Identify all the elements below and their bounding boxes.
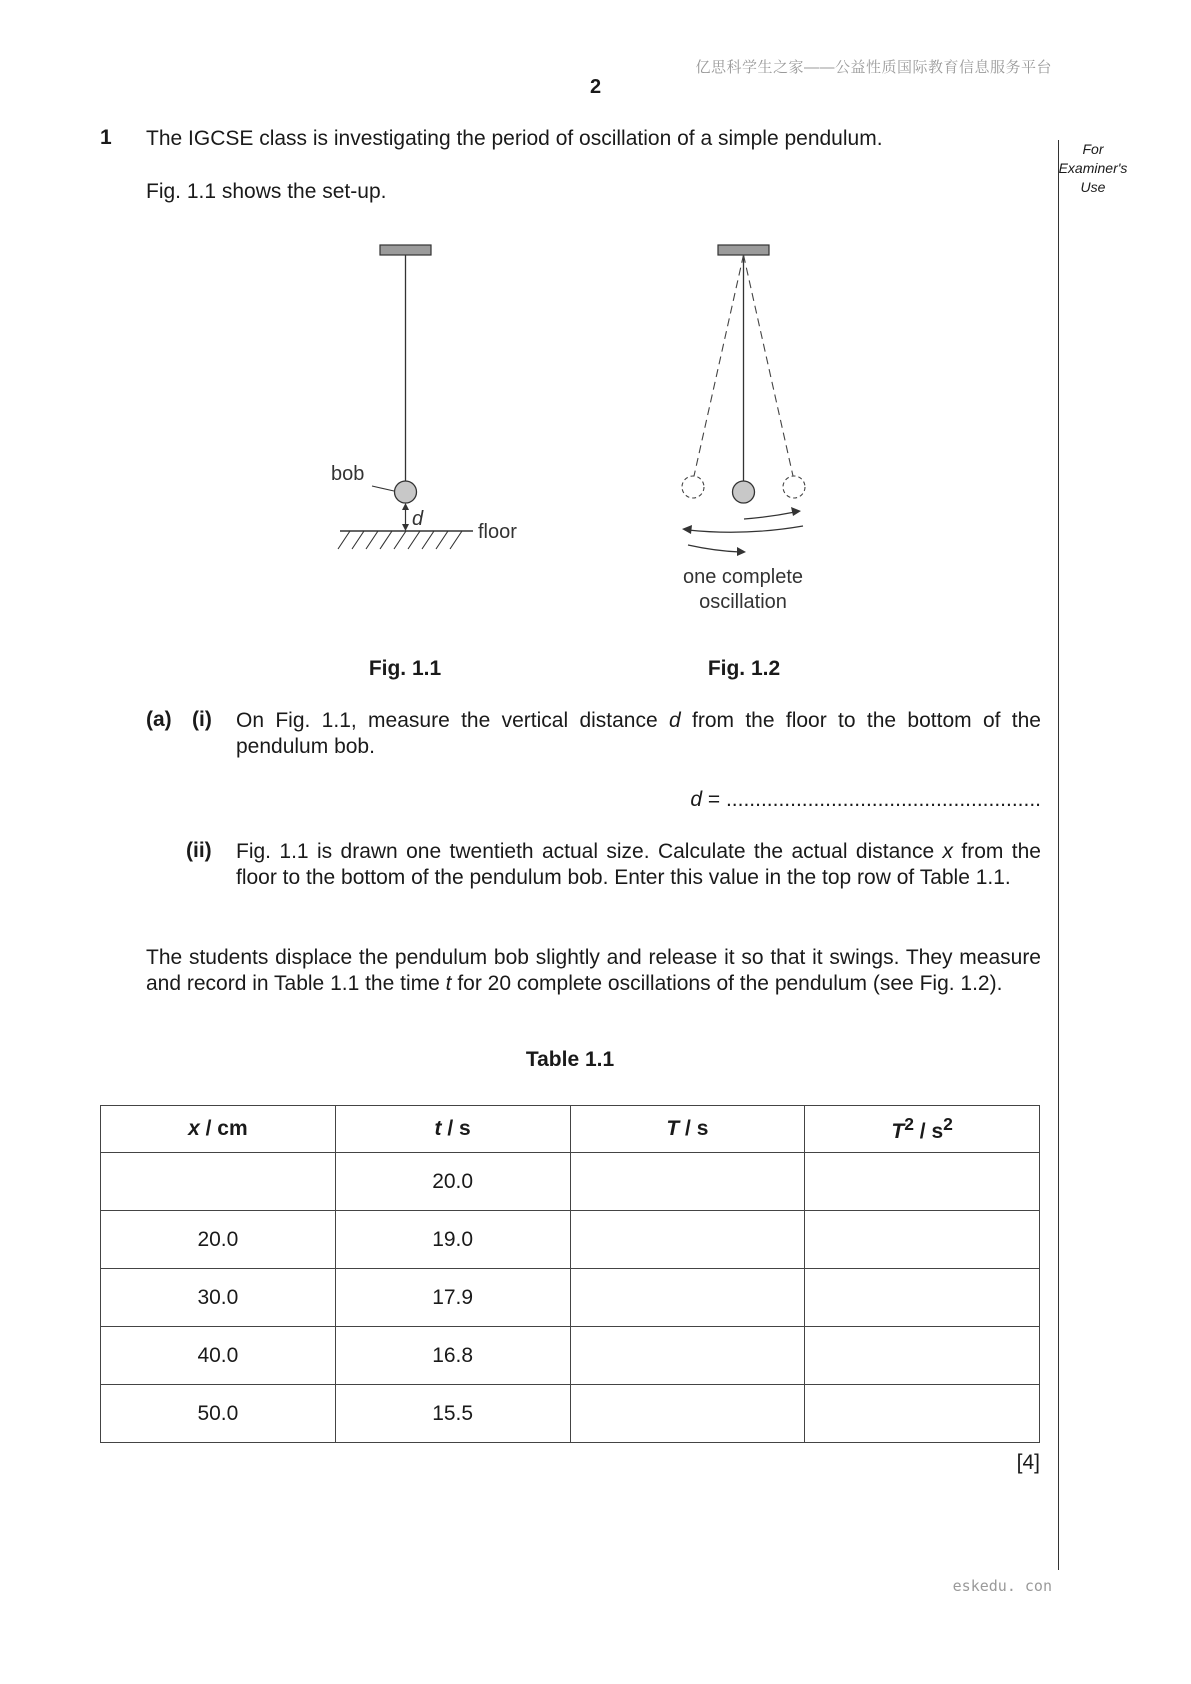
fig2-label-line2: oscillation [699,591,787,613]
part-a-i-text-before: On Fig. 1.1, measure the vertical distance [236,709,669,732]
table-row [101,1385,1040,1443]
table-row [101,1269,1040,1327]
part-a-i-var: d [669,709,681,732]
examiner-word-3: Use [1080,179,1106,195]
cell-t: 17.9 [335,1269,570,1327]
header-x-cm: x / cm [101,1106,336,1153]
part-a-ii-text [236,839,1041,891]
part-a-i-text [236,708,1041,760]
fig2-caption: Fig. 1.2 [707,657,781,680]
examiner-word-2: Examiner's [1058,160,1128,176]
table-header-row [101,1106,1040,1153]
header-t-unit: s [459,1117,471,1140]
fig-1-1-diagram [331,245,517,549]
fig1-d-arrowhead-down [402,524,409,531]
procedure-text-after: for 20 complete oscillations of the pendulum (see Fig. 1.2). [451,972,1003,995]
part-a-ii-text-before: Fig. 1.1 is drawn one twentieth actual size. Calculate the actual distance [236,840,943,863]
header-period-var: T [666,1117,680,1140]
procedure-text-before: The students displace the pendulum bob slightly and release it so that it swings. They measure and record in Table 1.1 the time [146,946,1041,995]
cell-period[interactable] [570,1153,805,1211]
question-number: 1 [100,126,112,149]
fig2-arrow-right [744,512,795,519]
cell-period-squared[interactable] [805,1269,1040,1327]
page-number: 2 [589,76,602,98]
marks-label: [4] [1016,1451,1040,1474]
header-t2-var: T [891,1120,905,1143]
examiner-word-1: For [1082,141,1104,157]
cell-period-squared[interactable] [805,1211,1040,1269]
header-x-unit: cm [217,1117,248,1140]
fig2-arrowhead-return [737,547,746,556]
header-x-var: x [188,1117,200,1140]
header-t-var: t [434,1117,442,1140]
header-t2-unit-sup: 2 [943,1114,953,1134]
fig1-floor-hatching [338,531,462,549]
fig1-caption: Fig. 1.1 [368,657,442,680]
question-intro: The IGCSE class is investigating the period of oscillation of a simple pendulum. [146,127,883,150]
part-a-i-label: (i) [192,708,212,731]
fig2-string-right [744,255,794,476]
fig1-d-arrowhead-up [402,503,409,510]
header-period-unit: s [696,1117,709,1140]
fig2-bob-center [733,481,755,503]
fig-1-2-diagram [682,245,805,613]
cell-x: 40.0 [101,1327,336,1385]
cell-t: 19.0 [335,1211,570,1269]
answer-d-line[interactable] [0,788,1041,812]
cell-t: 15.5 [335,1385,570,1443]
cell-x[interactable] [101,1153,336,1211]
table-row [101,1327,1040,1385]
cell-x: 20.0 [101,1211,336,1269]
cell-period[interactable] [570,1269,805,1327]
procedure-paragraph [146,945,1041,997]
header-period-squared: $T^2 / s^2$ [805,1106,1040,1153]
answer-d-dots: ...................................................... [725,788,1041,811]
fig1-bob-leader [372,486,394,491]
fig2-arrowhead-left [682,525,692,534]
header-t2-unit: s [931,1120,944,1143]
cell-period[interactable] [570,1211,805,1269]
fig2-arrow-return [688,545,740,552]
fig2-string-left [694,255,744,476]
pendulum-figures [0,0,1191,700]
cell-period[interactable] [570,1385,805,1443]
table-title: Table 1.1 [525,1048,615,1071]
answer-d-var: d [690,788,702,811]
procedure-var: t [445,972,452,995]
part-a-ii-var: x [942,840,954,863]
footer-watermark: eskedu. con [952,1577,1052,1595]
cell-t: 20.0 [335,1153,570,1211]
fig1-label-bob: bob [331,463,365,485]
answer-d-equals: = [702,788,726,811]
header-period-s: T / s [570,1106,805,1153]
fig2-arrowhead-right [791,507,801,516]
fig1-support [380,245,431,255]
fig2-bob-left [682,476,704,498]
fig2-label-line1: one complete [682,566,804,588]
cell-x: 50.0 [101,1385,336,1443]
part-a-ii-text-after: from the floor to the bottom of the pendulum bob. Enter this value in the top row of Table 1.1. [236,840,1041,889]
part-a-i-text-after: from the floor to the bottom of the pendulum bob. [236,709,1041,758]
fig2-bob-right [783,476,805,498]
table-row [101,1153,1040,1211]
fig1-label-d: d [412,508,424,530]
cell-period-squared[interactable] [805,1327,1040,1385]
cell-period[interactable] [570,1327,805,1385]
fig1-bob [395,481,417,503]
setup-text: Fig. 1.1 shows the set-up. [146,180,387,203]
fig2-arrow-left [688,526,803,532]
header-watermark: 亿思科学生之家——公益性质国际教育信息服务平台 [695,59,1052,76]
part-a-label: (a) [146,708,172,731]
table-row [101,1211,1040,1269]
header-t-s: t / s [335,1106,570,1153]
header-t2-sup: 2 [904,1114,914,1134]
cell-t: 16.8 [335,1327,570,1385]
cell-period-squared[interactable] [805,1153,1040,1211]
part-a-ii-label: (ii) [186,839,212,862]
results-table [100,1105,1040,1443]
fig2-support [718,245,769,255]
cell-period-squared[interactable] [805,1385,1040,1443]
fig1-label-floor: floor [478,521,517,543]
cell-x: 30.0 [101,1269,336,1327]
